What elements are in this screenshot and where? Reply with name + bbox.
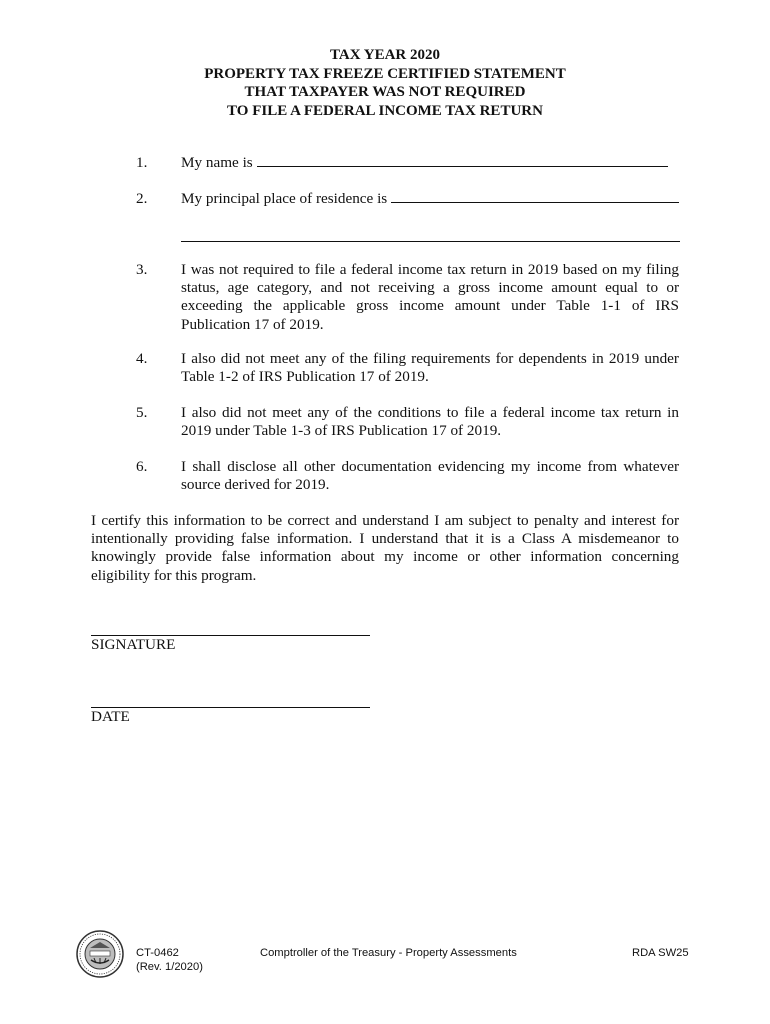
form-revision: (Rev. 1/2020) [136, 961, 203, 973]
item-number: 5. [136, 404, 148, 421]
date-field[interactable] [91, 686, 370, 706]
title-line-4: TO FILE A FEDERAL INCOME TAX RETURN [227, 102, 543, 119]
date-line [91, 707, 370, 708]
signature-label: SIGNATURE [91, 636, 176, 653]
item-number: 6. [136, 458, 148, 475]
name-field[interactable] [257, 154, 668, 167]
residence-field[interactable] [391, 190, 679, 203]
title-line-3: THAT TAXPAYER WAS NOT REQUIRED [244, 84, 526, 100]
form-code: RDA SW25 [632, 947, 689, 959]
residence-field-line-2[interactable] [181, 225, 680, 242]
state-seal-icon [76, 930, 124, 978]
item-text: I shall disclose all other documentation evidencing my income from whatever source derived for 2019. [181, 458, 679, 494]
item-number: 3. [136, 261, 148, 278]
item-number: 4. [136, 350, 148, 367]
item-text: I also did not meet any of the conditions to file a federal income tax return in 2019 under Table 1-3 of IRS Publication 17 of 2019. [181, 404, 679, 440]
form-number: CT-0462 [136, 947, 179, 959]
item-text: I also did not meet any of the filing requirements for dependents in 2019 under Table 1-2 of IRS Publication 17 of 2019. [181, 350, 679, 386]
agency-name: Comptroller of the Treasury - Property Assessments [260, 947, 517, 959]
title-line-1: TAX YEAR 2020 [329, 47, 440, 63]
title-line-2: PROPERTY TAX FREEZE CERTIFIED STATEMENT [204, 65, 566, 82]
item-label: My name is [181, 154, 253, 171]
item-label: My principal place of residence is [181, 190, 388, 207]
form-id [136, 946, 203, 974]
item-number: 1. [136, 154, 148, 171]
item-text: I was not required to file a federal income tax return in 2019 based on my filing status, age category, and not receiving a gross income amount equal to or exceeding the applicable gross income amount under Table 1-1 of IRS Publication 17 of 2019. [181, 261, 679, 333]
date-label: DATE [91, 708, 130, 725]
item-number: 2. [136, 190, 148, 207]
certification-paragraph: I certify this information to be correct and understand I am subject to penalty and interest for intentionally providing false information. I understand that it is a Class A misdemeanor to knowingly provide false information about my income or other information concerning eligibility for this program. [91, 512, 679, 584]
signature-field[interactable] [91, 614, 370, 634]
document-title [0, 46, 770, 120]
